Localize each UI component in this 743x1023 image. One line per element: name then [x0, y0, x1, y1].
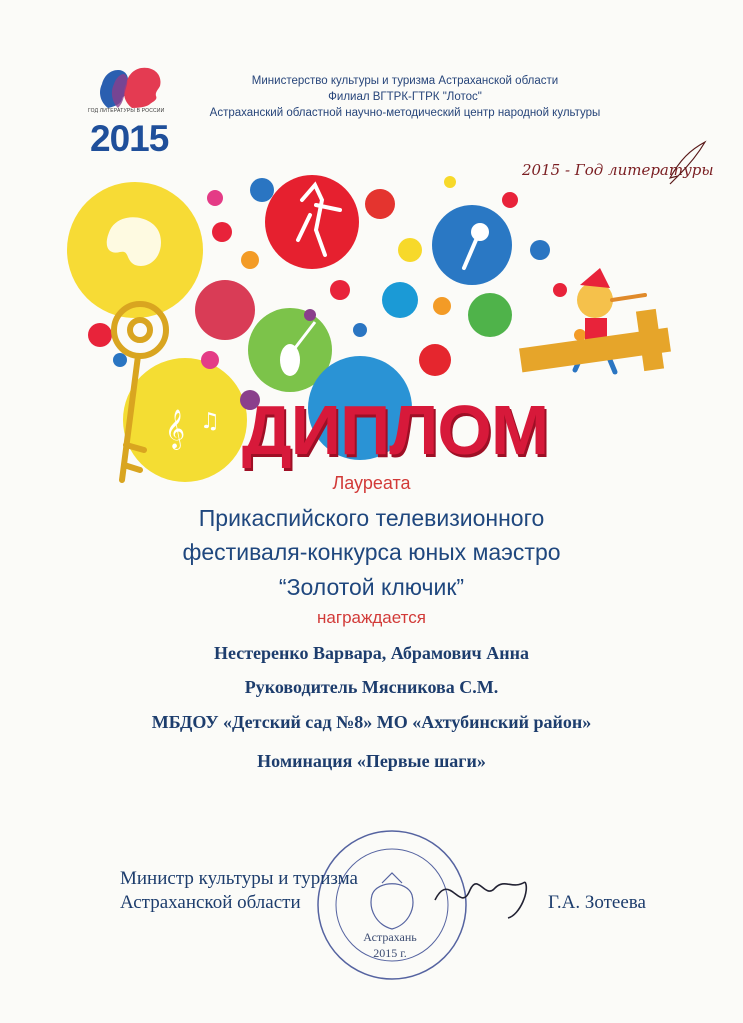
signature-icon [430, 860, 550, 920]
awarded-label: награждается [317, 608, 426, 627]
minister-title-line-2: Астраханской области [120, 892, 301, 913]
school-name: МБДОУ «Детский сад №8» МО «Ахтубинский район» [151, 712, 592, 732]
diploma-title: ДИПЛОМ [241, 391, 549, 469]
logo-caption: ГОД ЛИТЕРАТУРЫ В РОССИИ [88, 108, 165, 114]
festival-line-1: Прикаспийского телевизионного [198, 505, 545, 531]
center-line: Астраханский областной научно-методический центр народной культуры [209, 107, 601, 119]
seal-year: 2015 г. [373, 946, 407, 960]
leader-name: Руководитель Мясникова С.М. [244, 677, 499, 697]
festival-name: “Золотой ключик” [278, 574, 465, 600]
recipient-names: Нестеренко Варвара, Абрамович Анна [214, 643, 529, 663]
nomination: Номинация «Первые шаги» [257, 751, 486, 771]
literature-year-text: 2015 - Год литературы [522, 161, 714, 179]
treble-clef-icon: 𝄞 [165, 409, 186, 449]
branch-line: Филиал ВГТРК-ГТРК "Лотос" [328, 91, 482, 103]
ministry-line: Министерство культуры и туризма Астраханской области [251, 75, 559, 87]
signer-name: Г.А. Зотеева [548, 892, 646, 913]
minister-title-line-1: Министр культуры и туризма [120, 868, 358, 889]
seal-city: Астрахань [363, 930, 417, 944]
music-note-icon: ♫ [200, 409, 220, 434]
laureate-label: Лауреата [332, 473, 411, 493]
logo-year: 2015 [90, 118, 169, 159]
festival-line-2: фестиваля-конкурса юных маэстро [182, 539, 561, 565]
